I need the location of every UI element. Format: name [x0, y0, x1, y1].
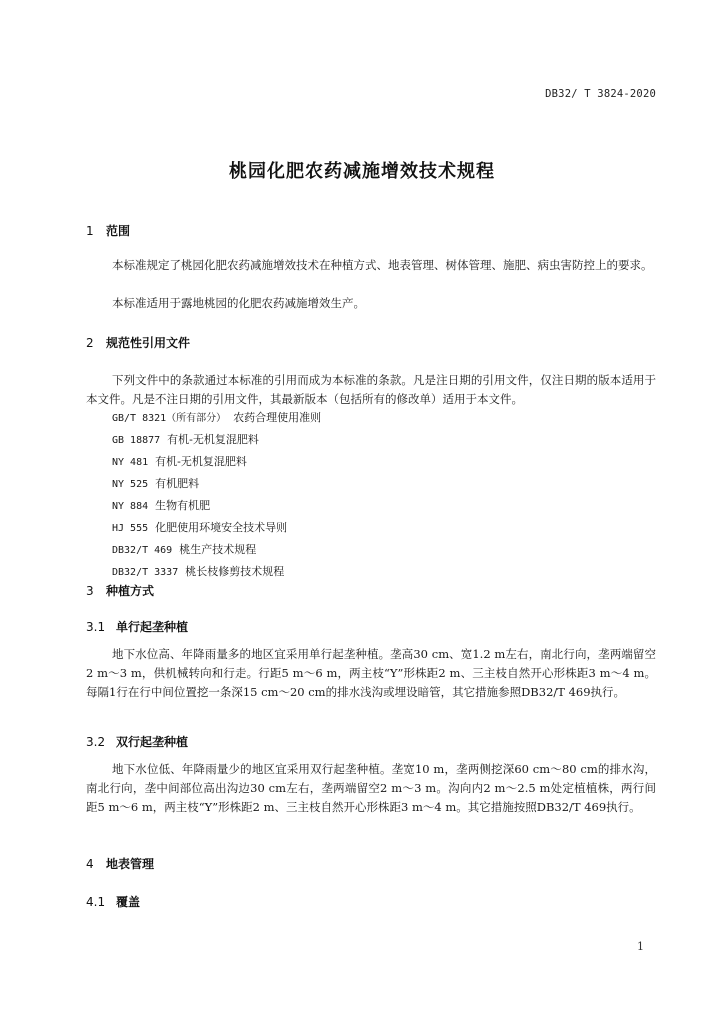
section-title: 覆盖 — [116, 895, 141, 909]
reference-code: NY 481 — [112, 457, 149, 468]
reference-title: 农药合理使用准则 — [233, 411, 322, 424]
scope-paragraph-1: 本标准规定了桃园化肥农药减施增效技术在种植方式、地表管理、树体管理、施肥、病虫害防控上的要求。 — [112, 258, 653, 272]
reference-code: GB/T 8321（所有部分） — [112, 413, 227, 424]
section-title: 地表管理 — [106, 857, 155, 871]
reference-title: 有机-无机复混肥料 — [167, 433, 259, 446]
section-number: 4 — [86, 857, 94, 871]
section-number: 3 — [86, 584, 94, 598]
section-3-heading — [86, 582, 154, 599]
reference-title: 桃长枝修剪技术规程 — [185, 565, 285, 578]
reference-title: 生物有机肥 — [155, 499, 211, 512]
reference-title: 有机肥料 — [155, 477, 200, 490]
reference-code: NY 884 — [112, 501, 149, 512]
reference-code: DB32/T 469 — [112, 545, 173, 556]
page-number: 1 — [637, 940, 644, 953]
section-4-heading — [86, 855, 154, 872]
section-4-1-heading — [86, 893, 140, 910]
reference-item — [112, 563, 284, 579]
reference-item — [112, 453, 247, 469]
reference-item — [112, 409, 321, 425]
document-title: 桃园化肥农药减施增效技术规程 — [229, 161, 495, 182]
section-title: 种植方式 — [106, 584, 155, 598]
references-intro: 下列文件中的条款通过本标准的引用而成为本标准的条款。凡是注日期的引用文件，仅注日期的版本适用于本文件。凡是不注日期的引用文件，其最新版本（包括所有的修改单）适用于本文件。 — [86, 373, 656, 406]
reference-item — [112, 541, 256, 557]
section-3-1-text: 地下水位高、年降雨量多的地区宜采用单行起垄种植。垄高30 cm、宽1.2 m左右，南北行向，垄两端留空2 m～3 m，供机械转向和行走。行距5 m～6 m，两主枝“Y”形株距2 m、三主枝自然开心形株距3 m～4 m。每隔1行在行中间位置挖一条深15 cm～20 cm的排水浅沟或埋设暗管，其它措施参照DB32/T 469执行。 — [86, 647, 656, 699]
section-title: 双行起垄种植 — [116, 735, 189, 749]
reference-item — [112, 519, 287, 535]
section-number: 3.1 — [86, 620, 106, 634]
reference-title: 有机-无机复混肥料 — [155, 455, 247, 468]
reference-code: HJ 555 — [112, 523, 149, 534]
scope-paragraph-2: 本标准适用于露地桃园的化肥农药减施增效生产。 — [112, 296, 365, 310]
section-number: 4.1 — [86, 895, 106, 909]
section-3-2-text: 地下水位低、年降雨量少的地区宜采用双行起垄种植。垄宽10 m，垄两侧挖深60 cm～80 cm的排水沟，南北行向，垄中间部位高出沟边30 cm左右，垄两端留空2 m～3 m。沟向内2 m～2.5 m处定植植株，两行间距5 m～6 m，两主枝“Y”形株距2 m、三主枝自然开心形株距3 m～4 m。其它措施按照DB32/T 469执行。 — [86, 762, 656, 814]
reference-title: 化肥使用环境安全技术导则 — [155, 521, 288, 534]
reference-code: DB32/T 3337 — [112, 567, 179, 578]
section-title: 范围 — [106, 224, 131, 238]
reference-item — [112, 431, 259, 447]
section-title: 规范性引用文件 — [106, 336, 191, 350]
reference-code: NY 525 — [112, 479, 149, 490]
reference-code: GB 18877 — [112, 435, 161, 446]
section-title: 单行起垄种植 — [116, 620, 189, 634]
section-3-2-heading — [86, 733, 188, 750]
section-number: 2 — [86, 336, 94, 350]
section-1-heading — [86, 222, 130, 239]
reference-title: 桃生产技术规程 — [179, 543, 257, 556]
section-number: 1 — [86, 224, 94, 238]
reference-item — [112, 497, 210, 513]
section-2-heading — [86, 334, 190, 351]
standard-code: DB32/ T 3824-2020 — [545, 88, 656, 100]
section-3-1-heading — [86, 618, 188, 635]
section-number: 3.2 — [86, 735, 106, 749]
reference-item — [112, 475, 199, 491]
